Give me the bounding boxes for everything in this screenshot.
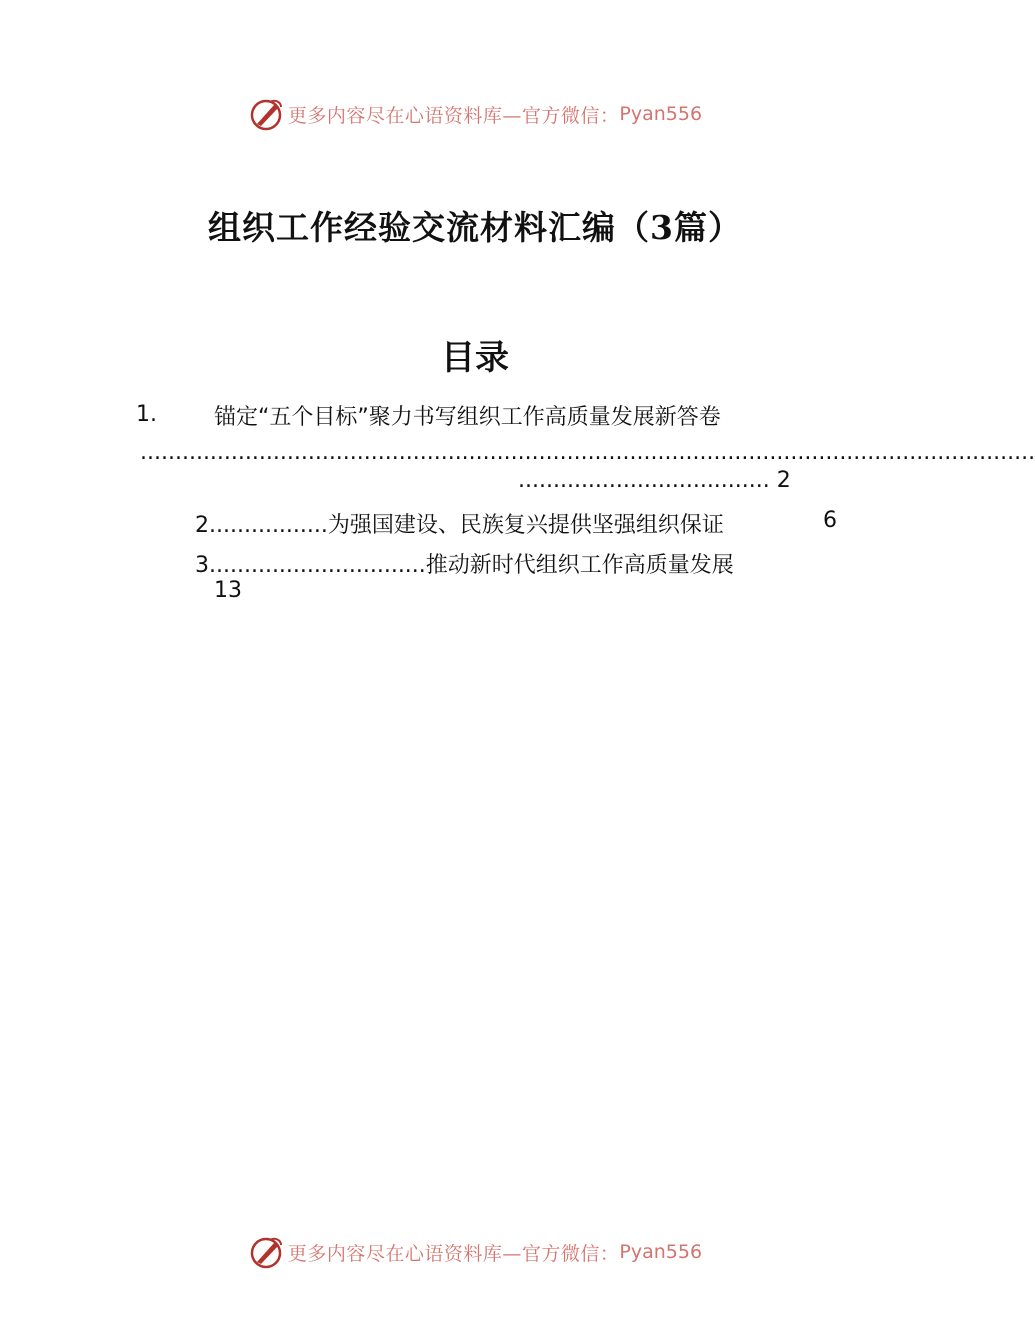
toc-entry-2-leader: ................. xyxy=(209,513,328,538)
document-title: 组织工作经验交流材料汇编（3篇） xyxy=(208,208,742,247)
toc-entry-3-page: 13 xyxy=(214,578,242,603)
toc-entry-2[interactable] xyxy=(195,508,724,539)
banner-text: 更多内容尽在心语资料库—官方微信： xyxy=(287,104,620,127)
banner-wechat-id: Pyan556 xyxy=(619,103,703,125)
pen-circle-logo-icon xyxy=(248,96,284,132)
toc-entry-2-page: 6 xyxy=(823,508,837,533)
toc-entry-1-leader: ................................................................................................................................ xyxy=(140,440,1035,465)
toc-entry-2-number: 2 xyxy=(195,513,209,538)
toc-entry-1-title[interactable]: 锚定“五个目标”聚力书写组织工作高质量发展新答卷 xyxy=(214,405,721,430)
footer-banner-wechat-id: Pyan556 xyxy=(619,1241,703,1263)
toc-entry-1-number: 1. xyxy=(136,402,157,427)
header-banner xyxy=(0,94,950,134)
toc-entry-3-number: 3 xyxy=(195,553,209,578)
toc-entry-1-page: 2 xyxy=(776,468,791,493)
toc-entry-1-leader-2: .................................... 2 xyxy=(518,468,791,493)
toc-entry-3[interactable] xyxy=(195,548,734,579)
toc-entry-3-leader: ............................... xyxy=(209,553,426,578)
toc-entry-2-title: 为强国建设、民族复兴提供坚强组织保证 xyxy=(327,513,724,538)
toc-entry-3-title: 推动新时代组织工作高质量发展 xyxy=(425,553,734,578)
toc-heading: 目录 xyxy=(441,338,509,378)
footer-banner-text: 更多内容尽在心语资料库—官方微信： xyxy=(287,1242,620,1265)
pen-circle-logo-icon xyxy=(248,1234,284,1270)
footer-banner xyxy=(0,1232,950,1272)
